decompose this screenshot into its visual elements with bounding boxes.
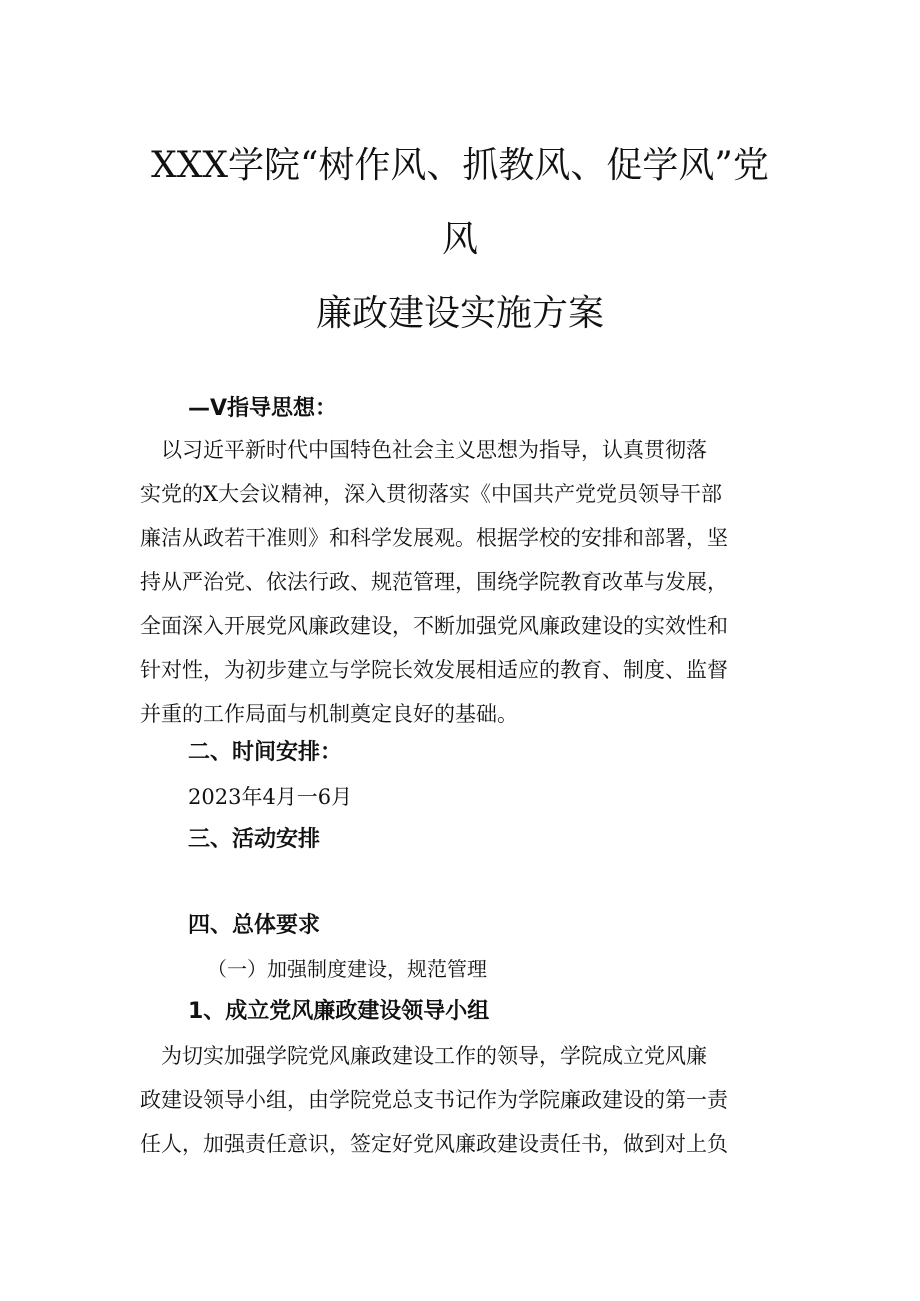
schedule-date-range: 2023年4月一6月	[188, 785, 353, 809]
paragraph-line: 持从严治党、依法行政、规范管理，围绕学院教育改革与发展，	[140, 570, 728, 594]
paragraph-line: 实党的X大会议精神，深入贯彻落实《中国共产党党员领导干部	[140, 482, 722, 506]
paragraph-line: 以习近平新时代中国特色社会主义思想为指导，认真贯彻落	[140, 438, 707, 462]
section-heading-general-requirements: 四、总体要求	[188, 913, 321, 938]
paragraph-guiding-thought	[140, 428, 790, 736]
section-heading-activities: 三、活动安排	[188, 827, 321, 852]
paragraph-leading-group	[140, 1034, 790, 1166]
subsection-heading: （一）加强制度建设，规范管理	[207, 957, 487, 981]
paragraph-line: 针对性，为初步建立与学院长效发展相适应的教育、制度、监督	[140, 658, 728, 682]
paragraph-line: 任人，加强责任意识，签定好党风廉政建设责任书，做到对上负	[140, 1132, 728, 1156]
document-title-line-2: 风	[441, 219, 478, 260]
paragraph-line: 全面深入开展党风廉政建设，不断加强党风廉政建设的实效性和	[140, 614, 728, 638]
paragraph-line: 廉洁从政若干准则》和科学发展观。根据学校的安排和部署，坚	[140, 526, 728, 550]
paragraph-line: 为切实加强学院党风廉政建设工作的领导，学院成立党风廉	[140, 1044, 707, 1068]
paragraph-line: 并重的工作局面与机制奠定良好的基础。	[140, 702, 518, 726]
paragraph-line: 政建设领导小组，由学院党总支书记作为学院廉政建设的第一责	[140, 1088, 728, 1112]
section-heading-schedule: 二、时间安排：	[188, 740, 343, 765]
document-title-line-1: XXX学院“树作风、抓教风、促学风”党	[151, 145, 769, 186]
document-title-line-3: 廉政建设实施方案	[315, 293, 604, 334]
item-title: 1、成立党风廉政建设领导小组	[188, 999, 490, 1024]
section-heading-guiding-thought: —V指导思想：	[188, 396, 338, 421]
